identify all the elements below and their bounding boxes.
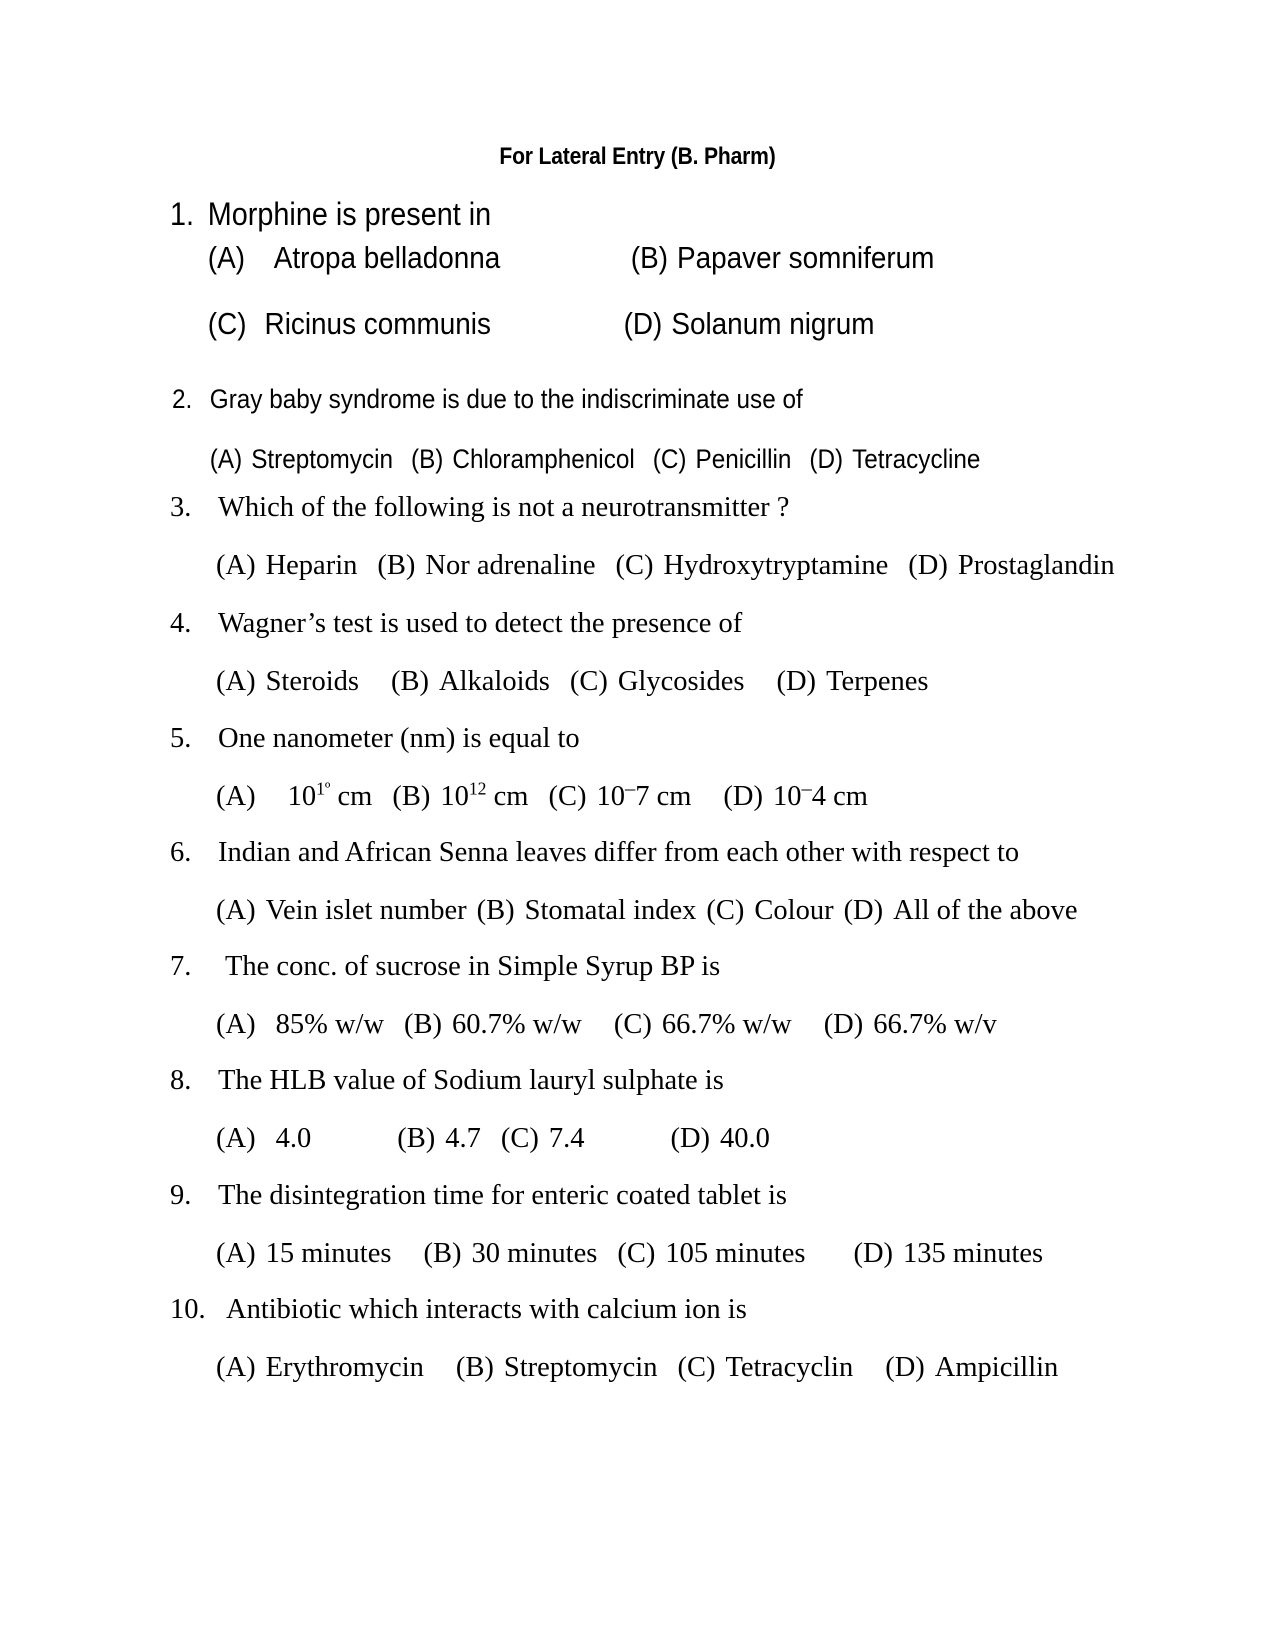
- option-4-B-label: (B): [391, 666, 429, 697]
- question-item-8: [170, 1065, 770, 1154]
- option-4-A-text: Steroids: [265, 666, 359, 697]
- question-1-options-row-2: [207, 306, 875, 342]
- option-8-B-label: (B): [397, 1123, 436, 1154]
- option-9-D-text: 135 minutes: [903, 1238, 1044, 1269]
- question-1-number: 1.: [170, 196, 195, 232]
- option-8-D-label: (D): [670, 1123, 711, 1154]
- option-5-B-base: 10: [440, 781, 469, 812]
- option-10-A[interactable]: [216, 1352, 424, 1384]
- option-10-D-text: Ampicillin: [934, 1352, 1059, 1383]
- option-3-C-text: Hydroxytryptamine: [663, 550, 889, 581]
- option-10-D-label: (D): [885, 1352, 925, 1383]
- option-9-B[interactable]: [423, 1238, 597, 1270]
- option-5-D[interactable]: [723, 777, 868, 813]
- question-9-text: The disintegration time for enteric coated tablet is: [218, 1180, 787, 1211]
- option-10-D[interactable]: [885, 1352, 1058, 1384]
- question-2-text: Gray baby syndrome is due to the indiscriminate use of: [209, 384, 803, 414]
- option-1-D-label: (D): [623, 306, 663, 341]
- option-8-A-label: (A): [216, 1123, 256, 1154]
- option-4-D[interactable]: [776, 666, 928, 698]
- question-item-9: [170, 1180, 1044, 1269]
- option-9-A-label: (A): [216, 1238, 256, 1269]
- option-5-C[interactable]: [548, 777, 692, 813]
- option-5-B-exponent: 12: [468, 778, 487, 799]
- option-7-C-label: (C): [613, 1009, 652, 1040]
- option-9-B-text: 30 minutes: [471, 1238, 598, 1269]
- option-9-A[interactable]: [216, 1238, 391, 1270]
- option-3-A-text: Heparin: [265, 550, 358, 581]
- question-item-4: [170, 608, 929, 697]
- question-8-text: The HLB value of Sodium lauryl sulphate is: [218, 1065, 724, 1096]
- option-3-D-text: Prostaglandin: [957, 550, 1115, 581]
- option-5-A-label: (A): [216, 781, 256, 812]
- question-3-text: Which of the following is not a neurotransmitter ?: [218, 492, 790, 523]
- option-8-A-text: 4.0: [275, 1123, 312, 1154]
- question-6-number: 6.: [170, 837, 192, 868]
- option-6-A-label: (A): [216, 895, 256, 926]
- option-1-C-label: (C): [207, 306, 247, 341]
- option-5-C-exponent: –: [624, 777, 636, 800]
- question-7-number: 7.: [170, 951, 192, 982]
- option-2-B[interactable]: [411, 444, 635, 475]
- option-5-B-label: (B): [392, 781, 431, 812]
- option-2-B-label: (B): [411, 444, 444, 474]
- question-1-text: Morphine is present in: [207, 196, 492, 232]
- option-10-C-text: Tetracyclin: [725, 1352, 854, 1383]
- option-6-D-label: (D): [843, 895, 884, 926]
- option-8-B-text: 4.7: [445, 1123, 481, 1154]
- option-10-B-text: Streptomycin: [503, 1352, 658, 1383]
- question-10-number: 10.: [170, 1294, 206, 1325]
- option-3-D[interactable]: [908, 550, 1114, 582]
- option-10-A-text: Erythromycin: [265, 1352, 424, 1383]
- option-7-D[interactable]: [824, 1009, 997, 1041]
- question-10-options-row: [216, 1352, 1058, 1384]
- option-1-B-text: Papaver somniferum: [676, 240, 935, 275]
- question-2-line: [172, 384, 803, 415]
- option-4-B[interactable]: [391, 666, 550, 698]
- question-item-3: [170, 492, 1115, 581]
- option-5-C-base: 10: [596, 781, 625, 812]
- option-2-D-label: (D): [809, 444, 844, 474]
- option-2-C[interactable]: [653, 444, 792, 475]
- option-3-A[interactable]: [216, 550, 357, 582]
- option-4-C-label: (C): [569, 666, 608, 697]
- option-10-A-label: (A): [216, 1352, 256, 1383]
- option-1-B-label: (B): [630, 240, 668, 275]
- option-5-B[interactable]: [392, 778, 529, 813]
- option-5-C-label: (C): [548, 781, 587, 812]
- option-9-B-label: (B): [423, 1238, 462, 1269]
- option-2-D[interactable]: [809, 444, 980, 475]
- option-5-D-unit: 4 cm: [811, 781, 868, 812]
- option-10-B[interactable]: [456, 1352, 658, 1384]
- option-10-C-label: (C): [677, 1352, 716, 1383]
- page-title: For Lateral Entry (B. Pharm): [499, 143, 776, 170]
- question-item-2: [172, 384, 981, 474]
- option-5-A-unit: cm: [330, 781, 373, 812]
- question-8-number: 8.: [170, 1065, 192, 1096]
- option-3-B[interactable]: [377, 550, 595, 582]
- question-6-text: Indian and African Senna leaves differ from each other with respect to: [218, 837, 1020, 868]
- option-5-D-base: 10: [773, 781, 802, 812]
- option-4-A-label: (A): [216, 666, 256, 697]
- option-6-B-label: (B): [476, 895, 515, 926]
- option-5-A-base: 10: [287, 781, 317, 812]
- option-9-A-text: 15 minutes: [265, 1238, 392, 1269]
- option-5-A[interactable]: [216, 778, 373, 813]
- question-7-options-row: [216, 1009, 997, 1041]
- option-3-B-label: (B): [377, 550, 416, 581]
- option-3-A-label: (A): [216, 550, 256, 581]
- question-5-options-row: [216, 777, 868, 813]
- option-4-C-text: Glycosides: [617, 666, 745, 697]
- option-1-B[interactable]: [631, 240, 935, 276]
- option-4-D-label: (D): [776, 666, 817, 697]
- option-8-A[interactable]: [216, 1123, 311, 1155]
- option-7-A-text: 85% w/w: [275, 1009, 385, 1040]
- question-1-options-row-1: [207, 240, 935, 276]
- question-item-5: [170, 723, 868, 812]
- question-3-number: 3.: [170, 492, 192, 523]
- question-1-line: [170, 196, 491, 233]
- option-6-D-text: All of the above: [893, 895, 1078, 926]
- question-2-options-row: [210, 444, 981, 475]
- option-3-C-label: (C): [615, 550, 654, 581]
- option-6-A[interactable]: [216, 895, 467, 927]
- option-7-C-text: 66.7% w/w: [661, 1009, 792, 1040]
- question-2-number: 2.: [172, 384, 193, 414]
- option-1-A[interactable]: [208, 240, 500, 276]
- option-2-A[interactable]: [210, 444, 393, 475]
- question-5-text: One nanometer (nm) is equal to: [218, 723, 580, 754]
- option-8-D-text: 40.0: [720, 1123, 770, 1154]
- question-item-10: [170, 1294, 1059, 1383]
- question-9-number: 9.: [170, 1180, 192, 1211]
- option-5-A-exponent: 1º: [316, 778, 331, 799]
- option-7-B[interactable]: [404, 1009, 582, 1041]
- option-3-C[interactable]: [616, 550, 889, 582]
- question-4-number: 4.: [170, 608, 192, 639]
- question-item-1: [170, 196, 935, 341]
- question-4-options-row: [216, 666, 929, 698]
- question-7-text: The conc. of sucrose in Simple Syrup BP is: [225, 951, 721, 982]
- option-9-D-label: (D): [853, 1238, 894, 1269]
- option-2-A-label: (A): [209, 444, 243, 474]
- option-9-C-label: (C): [617, 1238, 656, 1269]
- option-1-D-text: Solanum nigrum: [671, 306, 875, 341]
- option-9-D[interactable]: [853, 1238, 1043, 1270]
- question-8-options-row: [216, 1123, 770, 1155]
- option-7-B-label: (B): [404, 1009, 443, 1040]
- option-8-C-text: 7.4: [548, 1123, 585, 1154]
- question-9-options-row: [216, 1238, 1043, 1270]
- question-4-text: Wagner’s test is used to detect the presence of: [218, 608, 743, 639]
- question-item-7: [170, 951, 997, 1040]
- option-6-C-label: (C): [706, 895, 745, 926]
- option-1-A-text: Atropa belladonna: [273, 240, 501, 275]
- option-7-D-label: (D): [823, 1009, 864, 1040]
- option-4-A[interactable]: [216, 666, 359, 698]
- option-1-C-text: Ricinus communis: [264, 306, 491, 341]
- option-2-A-text: Streptomycin: [251, 444, 394, 474]
- option-2-B-text: Chloramphenicol: [452, 444, 635, 474]
- option-10-C[interactable]: [677, 1352, 853, 1384]
- option-6-D[interactable]: [844, 895, 1078, 927]
- option-6-A-text: Vein islet number: [265, 895, 467, 926]
- question-3-options-row: [216, 550, 1115, 582]
- option-7-D-text: 66.7% w/v: [873, 1009, 997, 1040]
- option-2-D-text: Tetracycline: [852, 444, 981, 474]
- option-6-C[interactable]: [706, 895, 833, 927]
- question-5-number: 5.: [170, 723, 192, 754]
- option-1-A-label: (A): [207, 240, 245, 275]
- question-item-6: [170, 837, 1078, 926]
- option-2-C-text: Penicillin: [695, 444, 792, 474]
- option-6-B[interactable]: [477, 895, 697, 927]
- option-4-D-text: Terpenes: [826, 666, 929, 697]
- option-8-C[interactable]: [501, 1123, 585, 1155]
- option-1-C[interactable]: [208, 306, 491, 342]
- option-10-B-label: (B): [455, 1352, 494, 1383]
- option-5-B-unit: cm: [486, 781, 529, 812]
- option-7-B-text: 60.7% w/w: [452, 1009, 582, 1040]
- question-6-options-row: [216, 895, 1078, 927]
- option-5-D-label: (D): [723, 781, 763, 812]
- option-8-D[interactable]: [670, 1123, 769, 1155]
- option-1-D[interactable]: [624, 306, 875, 342]
- option-3-B-text: Nor adrenaline: [425, 550, 596, 581]
- option-7-A-label: (A): [216, 1009, 256, 1040]
- option-8-C-label: (C): [500, 1123, 539, 1154]
- option-7-C[interactable]: [614, 1009, 792, 1041]
- option-3-D-label: (D): [908, 550, 948, 581]
- option-4-B-text: Alkaloids: [439, 666, 550, 697]
- question-10-text: Antibiotic which interacts with calcium ion is: [226, 1294, 747, 1325]
- option-2-C-label: (C): [652, 444, 687, 474]
- option-5-C-unit: 7 cm: [635, 781, 692, 812]
- option-6-B-text: Stomatal index: [524, 895, 697, 926]
- option-7-A[interactable]: [216, 1009, 384, 1041]
- option-4-C[interactable]: [570, 666, 745, 698]
- option-5-D-exponent: –: [801, 777, 812, 800]
- option-9-C-text: 105 minutes: [665, 1238, 806, 1269]
- option-8-B[interactable]: [397, 1123, 481, 1155]
- option-6-C-text: Colour: [754, 895, 834, 926]
- option-9-C[interactable]: [617, 1238, 805, 1270]
